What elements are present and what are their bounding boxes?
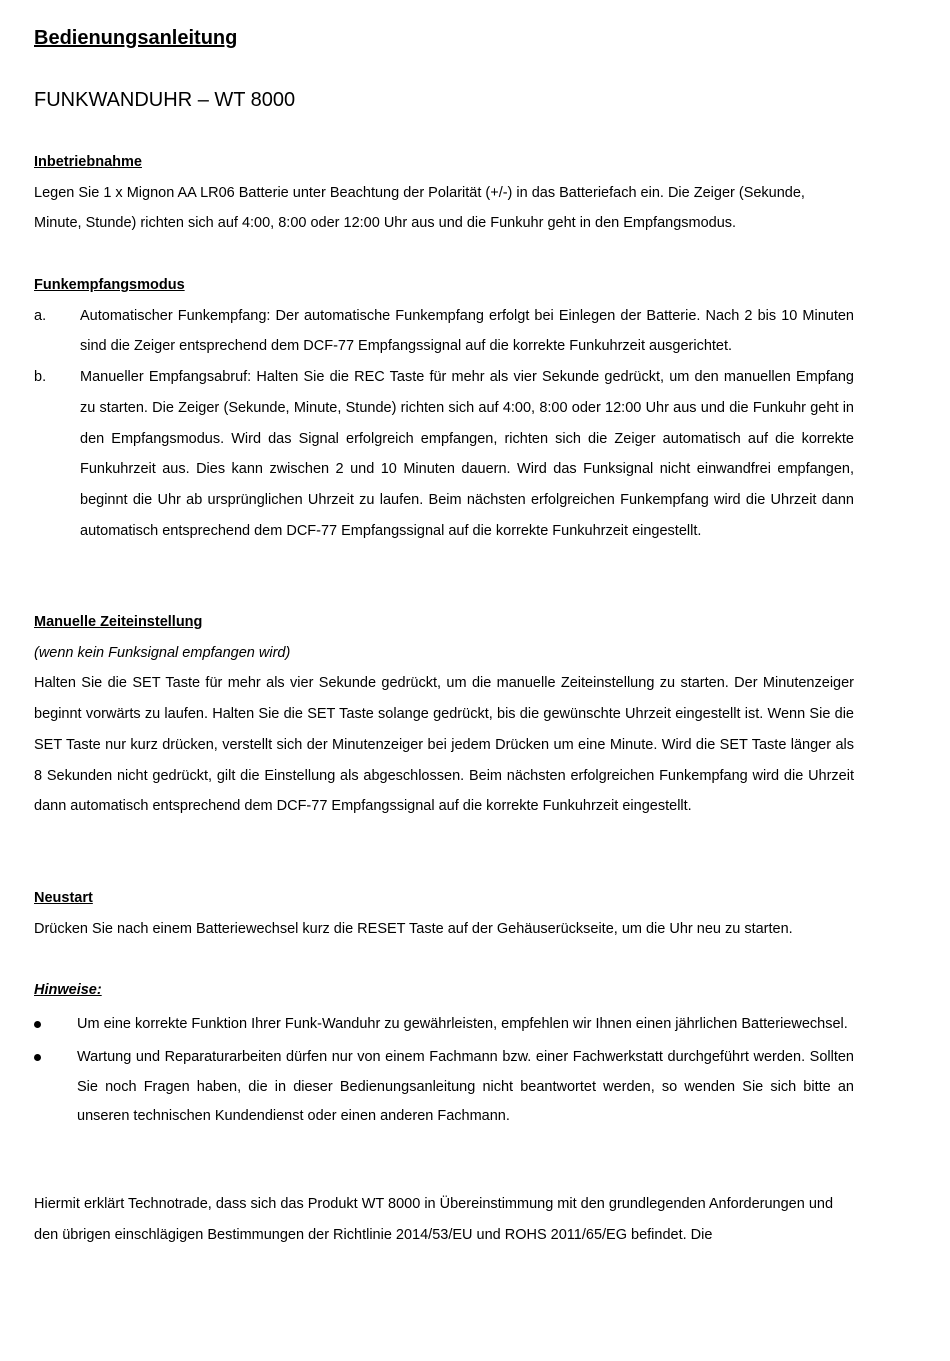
section-heading: Inbetriebnahme: [34, 154, 142, 170]
list-marker: a.: [34, 307, 47, 324]
section-funkempfangsmodus: [34, 270, 854, 546]
section-konformitaet: [34, 1189, 854, 1250]
document-subtitle: FUNKWANDUHR – WT 8000: [34, 89, 296, 111]
bullet-icon: [34, 1054, 41, 1061]
section-paragraph: Drücken Sie nach einem Batteriewechsel kurz die RESET Taste auf der Gehäuserückseite, um die Uhr neu zu starten.: [34, 920, 793, 937]
section-heading: Manuelle Zeiteinstellung: [34, 614, 203, 630]
section-note: (wenn kein Funksignal empfangen wird): [34, 644, 291, 661]
document-title: Bedienungsanleitung: [34, 27, 238, 49]
list-item: [34, 1043, 854, 1132]
section-neustart: [34, 883, 854, 944]
section-paragraph: Halten Sie die SET Taste für mehr als vier Sekunde gedrückt, um die manuelle Zeiteinstellung zu starten. Der Minutenzeiger beginnt vorwärts zu laufen. Halten Sie die SET Taste solange gedrückt, bis die gewünschte Uhrzeit eingestellt ist. Wenn Sie die SET Taste nur kurz drücken, verstellt sich der Minutenzeiger bei jedem Drücken um eine Minute. Wird die SET Taste länger als 8 Sekunden nicht gedrückt, gilt die Einstellung als abgeschlossen. Beim nächsten erfolgreichen Funkempfang wird die Uhrzeit dann automatisch entsprechend dem DCF-77 Empfangssignal auf die korrekte Funkuhrzeit eingestellt.: [34, 675, 854, 815]
list-item: [34, 1010, 854, 1040]
list-item: [34, 362, 854, 546]
list-item-text: Um eine korrekte Funktion Ihrer Funk-Wanduhr zu gewährleisten, empfehlen wir Ihnen einen jährlichen Batteriewechsel.: [77, 1015, 848, 1032]
section-heading: Neustart: [34, 890, 93, 906]
section-heading: Hinweise:: [34, 982, 102, 998]
list-item-text: Manueller Empfangsabruf: Halten Sie die REC Taste für mehr als vier Sekunde gedrückt, um den manuellen Empfang zu starten. Die Zeiger (Sekunde, Minute, Stunde) richten sich auf 4:00, 8:00 oder 12:00 Uhr aus und die Funkuhr geht in den Empfangsmodus. Wird das Signal erfolgreich empfangen, richten sich die Zeiger automatisch auf die korrekte Funkuhrzeit aus. Dies kann zwischen 2 und 10 Minuten dauern. Wird das Funksignal nicht einwandfrei empfangen, beginnt die Uhr ab ursprünglichen Uhrzeit zu laufen. Beim nächsten erfolgreichen Funkempfang wird die Uhrzeit dann automatisch entsprechend dem DCF-77 Empfangssignal auf die korrekte Funkuhrzeit eingestellt.: [80, 369, 854, 539]
bullet-icon: [34, 1021, 41, 1028]
list-item: [34, 301, 854, 362]
section-hinweise: [34, 975, 854, 1136]
section-heading: Funkempfangsmodus: [34, 277, 185, 293]
section-paragraph: Legen Sie 1 x Mignon AA LR06 Batterie unter Beachtung der Polarität (+/-) in das Batteriefach ein. Die Zeiger (Sekunde, Minute, Stunde) richten sich auf 4:00, 8:00 oder 12:00 Uhr aus und die Funkuhr geht in den Empfangsmodus.: [34, 184, 805, 232]
list-marker: b.: [34, 369, 47, 386]
section-paragraph: Hiermit erklärt Technotrade, dass sich das Produkt WT 8000 in Übereinstimmung mit den grundlegenden Anforderungen und den übrigen einschlägigen Bestimmungen der Richtlinie 2014/53/EU und ROHS 2011/65/EG befindet. Die: [34, 1196, 834, 1243]
section-zeiteinstellung: [34, 607, 854, 822]
list-item-text: Automatischer Funkempfang: Der automatische Funkempfang erfolgt bei Einlegen der Batterie. Nach 2 bis 10 Minuten sind die Zeiger entsprechend dem DCF-77 Empfangssignal auf die korrekte Funkuhrzeit ausgerichtet.: [80, 307, 854, 355]
section-inbetriebnahme: [34, 147, 854, 239]
list-item-text: Wartung und Reparaturarbeiten dürfen nur von einem Fachmann bzw. einer Fachwerkstatt durchgeführt werden. Sollten Sie noch Fragen haben, die in dieser Bedienungsanleitung nicht beantwortet werden, so wenden Sie sich bitte an unseren technischen Kundendienst oder einen anderen Fachmann.: [77, 1049, 854, 1125]
